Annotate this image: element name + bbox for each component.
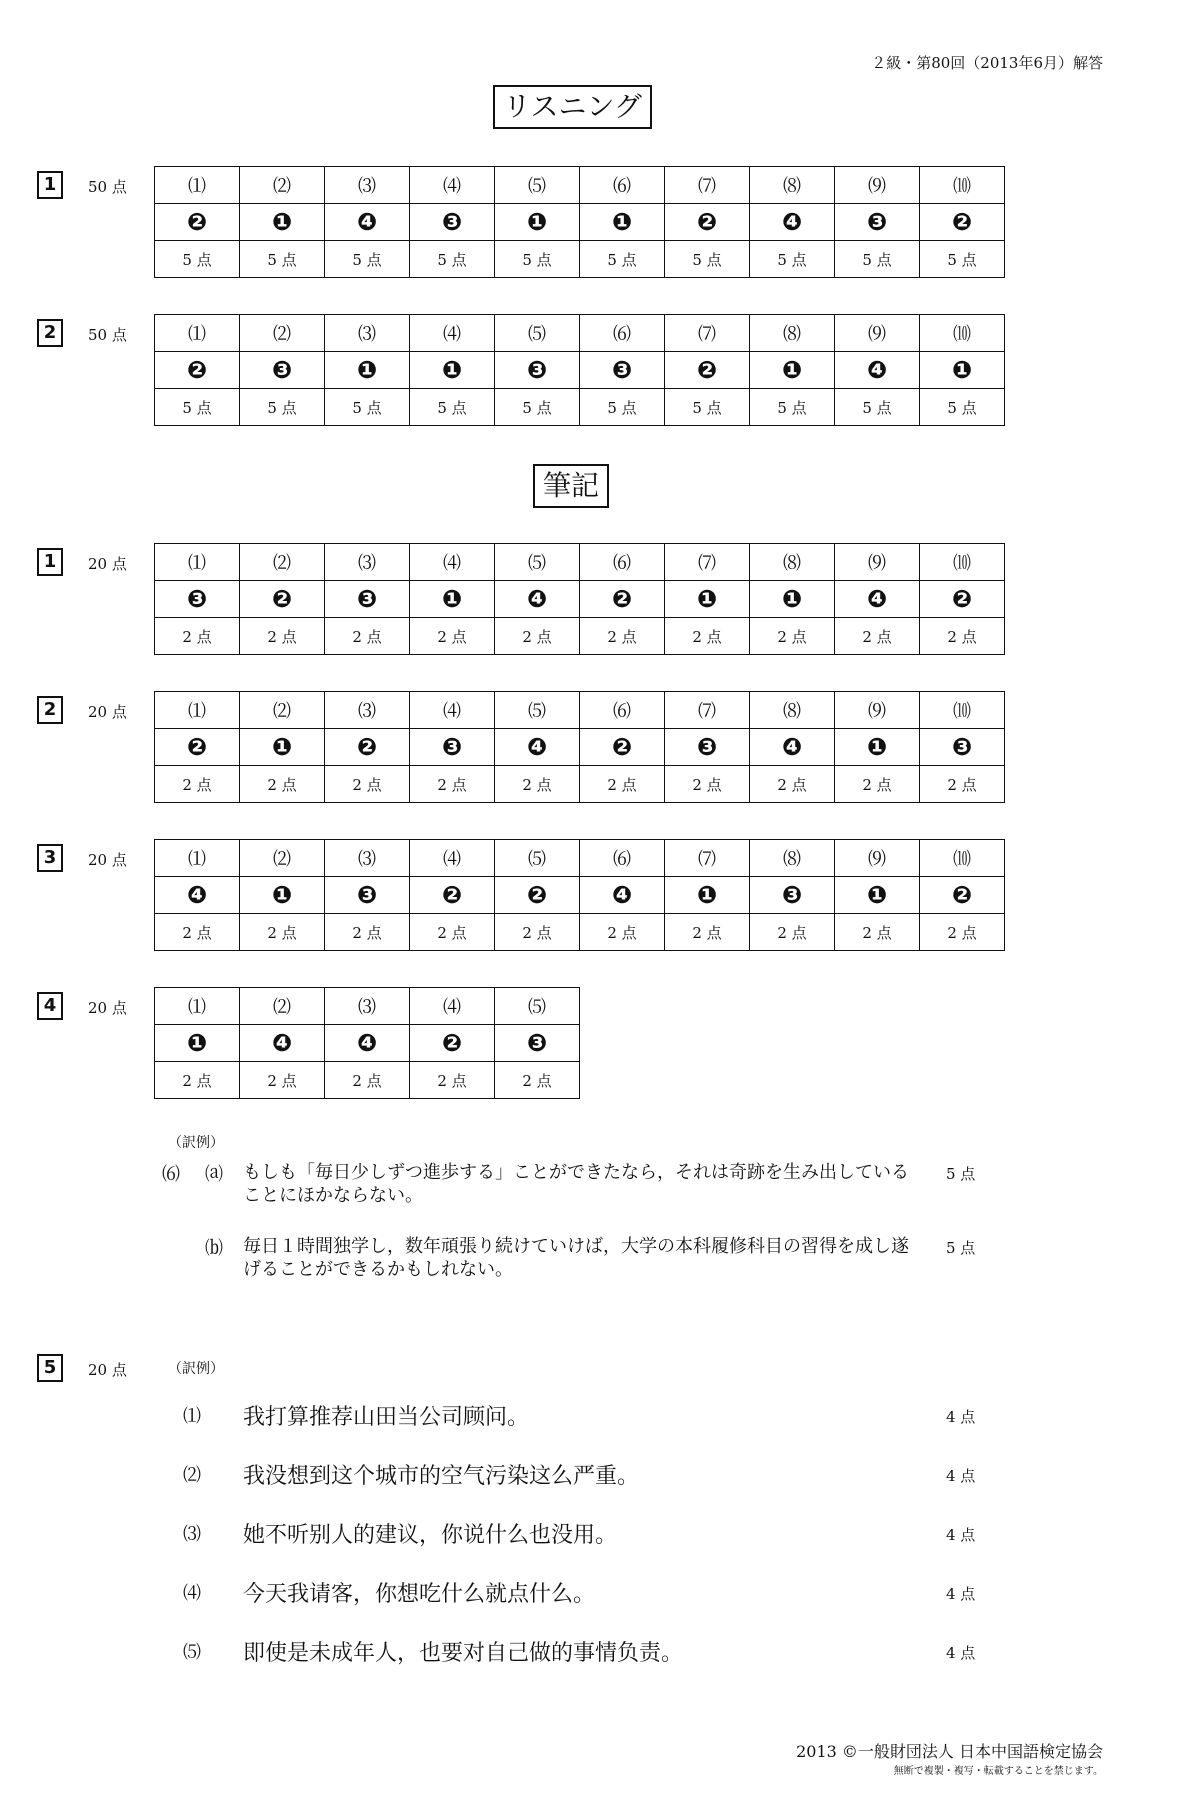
answer-score: 2 点 (240, 914, 325, 951)
answer-choice: ❶ (920, 352, 1005, 389)
column-number: ⑺ (665, 544, 750, 581)
answer-score: 2 点 (750, 618, 835, 655)
column-number: ⑽ (920, 167, 1005, 204)
answer-choice: ❶ (240, 729, 325, 766)
answer-choice: ❷ (240, 581, 325, 618)
item-points: 4 点 (946, 1467, 976, 1485)
answer-choice: ❷ (325, 729, 410, 766)
question-number: 2 (37, 696, 63, 724)
part-a-translation: もしも「毎日少しずつ進歩する」ことができたなら，それは奇跡を生み出していることにほかならない。 (243, 1162, 909, 1206)
answer-score: 2 点 (495, 618, 580, 655)
column-number: ⑵ (240, 988, 325, 1025)
question-points: 20 点 (88, 555, 127, 573)
question-number: 1 (37, 171, 63, 199)
answer-score: 5 点 (240, 241, 325, 278)
translation-example-label: （訳例） (168, 1135, 224, 1151)
answer-choice: ❶ (155, 1025, 240, 1062)
column-number: ⑸ (495, 692, 580, 729)
answer-score: 2 点 (155, 766, 240, 803)
column-number: ⑸ (495, 988, 580, 1025)
answer-choice: ❶ (325, 352, 410, 389)
answer-score: 2 点 (665, 914, 750, 951)
answer-score: 2 点 (750, 766, 835, 803)
answer-score: 2 点 (580, 914, 665, 951)
translation-example-label: （訳例） (168, 1361, 224, 1377)
sub-question-number: ⑷ (183, 1583, 201, 1604)
column-number: ⑶ (325, 692, 410, 729)
column-number: ⑵ (240, 167, 325, 204)
answer-choice: ❹ (495, 581, 580, 618)
column-number: ⑼ (835, 840, 920, 877)
column-number: ⑴ (155, 544, 240, 581)
answer-choice: ❶ (240, 204, 325, 241)
answer-choice: ❶ (835, 877, 920, 914)
answer-choice: ❸ (240, 352, 325, 389)
answer-score: 5 点 (155, 389, 240, 426)
answer-score: 5 点 (750, 241, 835, 278)
answer-score: 2 点 (155, 618, 240, 655)
answer-score: 2 点 (835, 766, 920, 803)
answer-choice: ❸ (495, 352, 580, 389)
answer-score: 2 点 (410, 766, 495, 803)
column-number: ⑶ (325, 840, 410, 877)
answer-score: 5 点 (495, 241, 580, 278)
answer-score: 2 点 (580, 618, 665, 655)
answer-choice: ❷ (920, 204, 1005, 241)
column-number: ⑺ (665, 840, 750, 877)
answer-score: 5 点 (155, 241, 240, 278)
answer-choice: ❷ (665, 204, 750, 241)
writing-title: 筆記 (533, 464, 609, 508)
part-a-points: 5 点 (946, 1165, 976, 1183)
answer-choice: ❶ (410, 352, 495, 389)
answer-score: 2 点 (410, 914, 495, 951)
answer-choice: ❸ (495, 1025, 580, 1062)
answer-choice: ❶ (665, 877, 750, 914)
column-number: ⑺ (665, 167, 750, 204)
column-number: ⑶ (325, 315, 410, 352)
answer-choice: ❸ (665, 729, 750, 766)
column-number: ⑵ (240, 544, 325, 581)
answer-choice: ❹ (750, 729, 835, 766)
answer-choice: ❸ (920, 729, 1005, 766)
answer-score: 2 点 (495, 766, 580, 803)
answer-score: 2 点 (835, 618, 920, 655)
answer-score: 2 点 (920, 766, 1005, 803)
answer-score: 2 点 (495, 914, 580, 951)
question-number: 4 (37, 992, 63, 1020)
answer-score: 2 点 (325, 766, 410, 803)
answer-choice: ❹ (835, 581, 920, 618)
question-number: 3 (37, 844, 63, 872)
sub-question-number: ⑵ (183, 1465, 201, 1486)
column-number: ⑹ (580, 544, 665, 581)
answer-score: 2 点 (155, 1062, 240, 1099)
column-number: ⑻ (750, 544, 835, 581)
copyright: 2013 ©一般財団法人 日本中国語検定協会 (796, 1742, 1103, 1761)
column-number: ⑷ (410, 840, 495, 877)
answer-score: 5 点 (580, 241, 665, 278)
column-number: ⑻ (750, 840, 835, 877)
question-number: 2 (37, 319, 63, 347)
question-points: 50 点 (88, 326, 127, 344)
answer-table (154, 691, 1005, 803)
answer-choice: ❹ (580, 877, 665, 914)
column-number: ⑸ (495, 315, 580, 352)
item-points: 4 点 (946, 1408, 976, 1426)
answer-choice: ❹ (155, 877, 240, 914)
column-number: ⑼ (835, 544, 920, 581)
column-number: ⑼ (835, 167, 920, 204)
question-points: 20 点 (88, 703, 127, 721)
answer-choice: ❷ (155, 352, 240, 389)
column-number: ⑴ (155, 692, 240, 729)
answer-choice: ❹ (835, 352, 920, 389)
item-points: 4 点 (946, 1644, 976, 1662)
answer-choice: ❶ (495, 204, 580, 241)
answer-score: 5 点 (495, 389, 580, 426)
column-number: ⑹ (580, 167, 665, 204)
answer-choice: ❷ (495, 877, 580, 914)
answer-score: 2 点 (240, 618, 325, 655)
part-b-points: 5 点 (946, 1239, 976, 1257)
question-points: 20 点 (88, 1361, 127, 1379)
column-number: ⑻ (750, 315, 835, 352)
answer-choice: ❹ (750, 204, 835, 241)
answer-choice: ❷ (580, 581, 665, 618)
column-number: ⑷ (410, 692, 495, 729)
column-number: ⑷ (410, 544, 495, 581)
answer-choice: ❶ (665, 581, 750, 618)
answer-score: 2 点 (325, 1062, 410, 1099)
part-b-translation: 毎日１時間独学し，数年頑張り続けていけば，大学の本科履修科目の習得を成し遂げることができるかもしれない。 (243, 1236, 909, 1280)
answer-score: 5 点 (835, 241, 920, 278)
answer-score: 2 点 (155, 914, 240, 951)
column-number: ⑵ (240, 840, 325, 877)
column-number: ⑻ (750, 692, 835, 729)
column-number: ⑼ (835, 315, 920, 352)
copyright-notice: 無断で複製・複写・転載することを禁じます。 (893, 1766, 1103, 1777)
answer-choice: ❷ (410, 877, 495, 914)
column-number: ⑷ (410, 167, 495, 204)
answer-score: 2 点 (920, 914, 1005, 951)
answer-score: 2 点 (665, 618, 750, 655)
item-points: 4 点 (946, 1585, 976, 1603)
column-number: ⑷ (410, 315, 495, 352)
column-number: ⑴ (155, 167, 240, 204)
column-number: ⑹ (580, 315, 665, 352)
answer-score: 2 点 (410, 1062, 495, 1099)
column-number: ⑽ (920, 840, 1005, 877)
answer-score: 5 点 (665, 241, 750, 278)
answer-score: 5 点 (920, 389, 1005, 426)
answer-choice: ❷ (155, 729, 240, 766)
answer-choice: ❹ (240, 1025, 325, 1062)
answer-choice: ❶ (410, 581, 495, 618)
answer-table (154, 987, 580, 1099)
answer-choice: ❶ (580, 204, 665, 241)
column-number: ⑺ (665, 692, 750, 729)
answer-score: 2 点 (240, 766, 325, 803)
question-number: 1 (37, 548, 63, 576)
column-number: ⑸ (495, 840, 580, 877)
column-number: ⑹ (580, 840, 665, 877)
answer-score: 5 点 (665, 389, 750, 426)
sub-question-number: ⑸ (183, 1642, 201, 1663)
question-number: 5 (37, 1354, 63, 1382)
column-number: ⑶ (325, 167, 410, 204)
answer-score: 2 点 (580, 766, 665, 803)
column-number: ⑸ (495, 544, 580, 581)
answer-score: 2 点 (835, 914, 920, 951)
answer-score: 5 点 (580, 389, 665, 426)
chinese-translation: 我没想到这个城市的空气污染这么严重。 (243, 1464, 640, 1489)
sub-question-number: ⑹ (162, 1164, 180, 1185)
answer-score: 2 点 (410, 618, 495, 655)
answer-choice: ❷ (580, 729, 665, 766)
answer-score: 5 点 (240, 389, 325, 426)
exam-header: ２級・第80回（2013年6月）解答 (871, 54, 1103, 72)
answer-choice: ❶ (240, 877, 325, 914)
answer-score: 5 点 (410, 389, 495, 426)
question-points: 50 点 (88, 178, 127, 196)
column-number: ⑹ (580, 692, 665, 729)
column-number: ⑺ (665, 315, 750, 352)
answer-choice: ❸ (155, 581, 240, 618)
question-points: 20 点 (88, 999, 127, 1017)
answer-score: 2 点 (495, 1062, 580, 1099)
answer-table (154, 166, 1005, 278)
answer-choice: ❸ (835, 204, 920, 241)
answer-choice: ❶ (835, 729, 920, 766)
answer-choice: ❸ (410, 204, 495, 241)
column-number: ⑶ (325, 988, 410, 1025)
answer-score: 2 点 (920, 618, 1005, 655)
answer-choice: ❷ (410, 1025, 495, 1062)
chinese-translation: 即使是未成年人，也要对自己做的事情负责。 (243, 1641, 684, 1666)
sub-question-number: ⑶ (183, 1524, 201, 1545)
column-number: ⑷ (410, 988, 495, 1025)
listening-title: リスニング (493, 85, 652, 129)
answer-choice: ❹ (495, 729, 580, 766)
column-number: ⑽ (920, 315, 1005, 352)
answer-choice: ❸ (580, 352, 665, 389)
column-number: ⑴ (155, 840, 240, 877)
answer-choice: ❷ (920, 581, 1005, 618)
column-number: ⑵ (240, 315, 325, 352)
answer-score: 5 点 (410, 241, 495, 278)
answer-table (154, 839, 1005, 951)
answer-score: 2 点 (665, 766, 750, 803)
column-number: ⑼ (835, 692, 920, 729)
answer-score: 5 点 (325, 389, 410, 426)
answer-score: 5 点 (750, 389, 835, 426)
answer-score: 2 点 (325, 914, 410, 951)
answer-choice: ❷ (665, 352, 750, 389)
answer-choice: ❶ (750, 352, 835, 389)
column-number: ⑸ (495, 167, 580, 204)
sub-question-number: ⑴ (183, 1406, 201, 1427)
answer-choice: ❸ (410, 729, 495, 766)
chinese-translation: 她不听别人的建议，你说什么也没用。 (243, 1523, 618, 1548)
answer-score: 2 点 (750, 914, 835, 951)
answer-choice: ❷ (920, 877, 1005, 914)
answer-choice: ❸ (325, 581, 410, 618)
part-a-label: ⒜ (205, 1164, 223, 1185)
answer-score: 2 点 (240, 1062, 325, 1099)
item-points: 4 点 (946, 1526, 976, 1544)
answer-table (154, 314, 1005, 426)
answer-score: 2 点 (325, 618, 410, 655)
column-number: ⑴ (155, 988, 240, 1025)
answer-score: 5 点 (325, 241, 410, 278)
chinese-translation: 我打算推荐山田当公司顾问。 (243, 1405, 530, 1430)
question-points: 20 点 (88, 851, 127, 869)
answer-choice: ❹ (325, 1025, 410, 1062)
answer-score: 5 点 (835, 389, 920, 426)
answer-table (154, 543, 1005, 655)
answer-choice: ❷ (155, 204, 240, 241)
column-number: ⑴ (155, 315, 240, 352)
part-b-label: ⒝ (205, 1238, 223, 1259)
chinese-translation: 今天我请客，你想吃什么就点什么。 (243, 1582, 596, 1607)
answer-choice: ❸ (750, 877, 835, 914)
column-number: ⑻ (750, 167, 835, 204)
column-number: ⑶ (325, 544, 410, 581)
answer-choice: ❸ (325, 877, 410, 914)
column-number: ⑽ (920, 544, 1005, 581)
answer-score: 5 点 (920, 241, 1005, 278)
column-number: ⑽ (920, 692, 1005, 729)
column-number: ⑵ (240, 692, 325, 729)
answer-choice: ❶ (750, 581, 835, 618)
answer-choice: ❹ (325, 204, 410, 241)
